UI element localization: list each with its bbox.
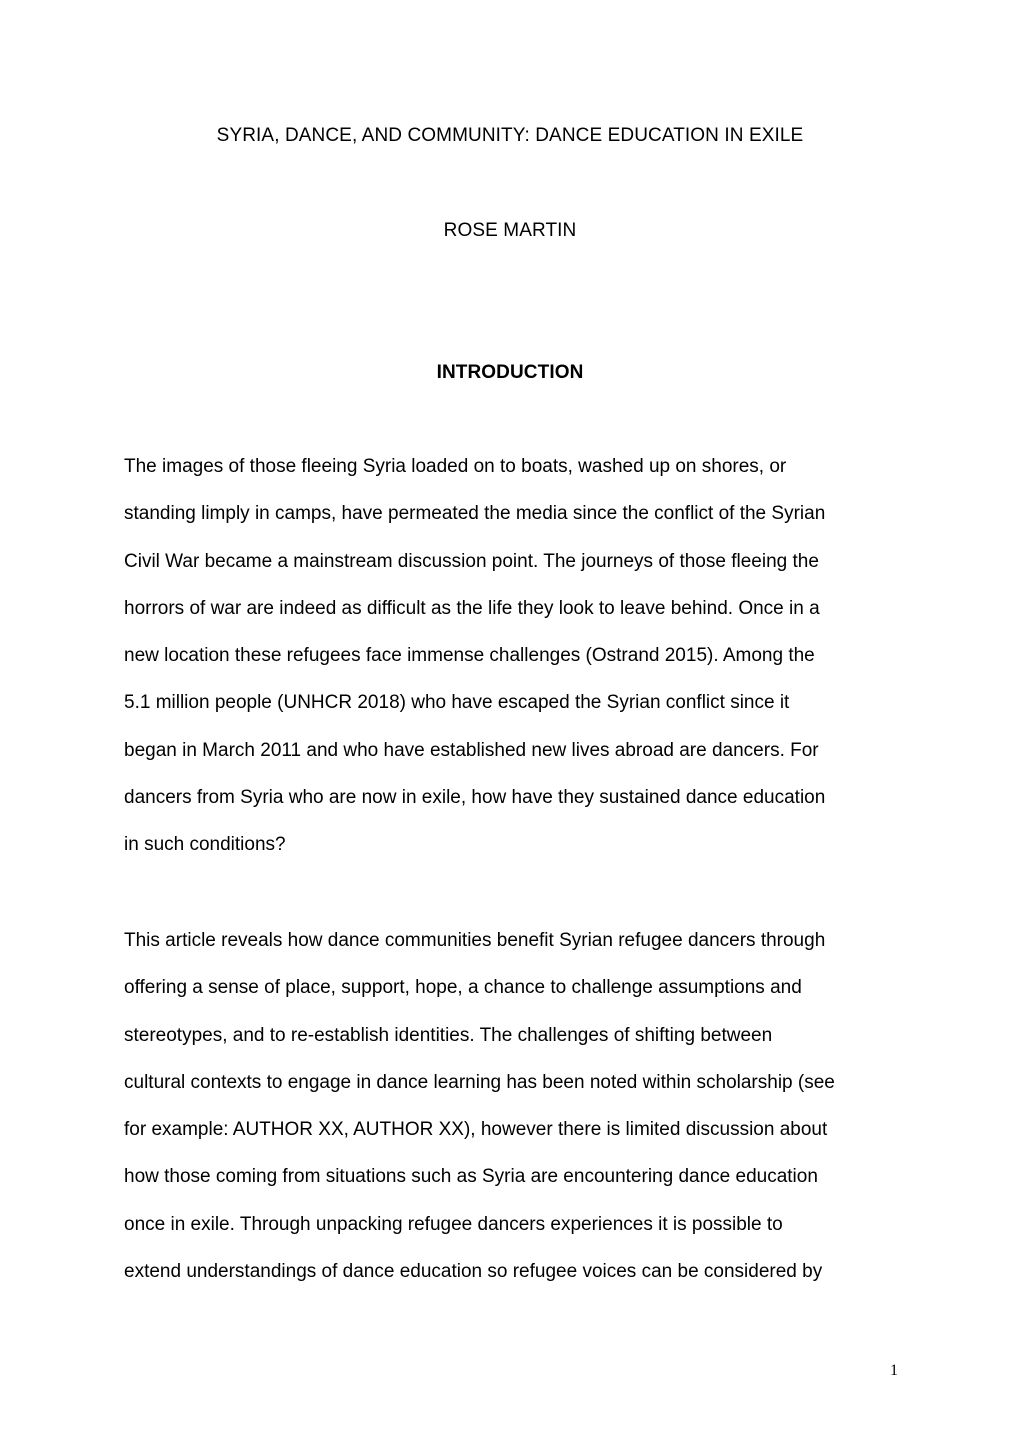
paragraph-line: 5.1 million people (UNHCR 2018) who have escaped the Syrian conflict since it [124, 692, 790, 714]
paragraph-line: The images of those fleeing Syria loaded on to boats, washed up on shores, or [124, 456, 787, 477]
document-title: SYRIA, DANCE, AND COMMUNITY: DANCE EDUCATION IN EXILE [216, 125, 804, 146]
paragraph-line: standing limply in camps, have permeated the media since the conflict of the Syrian [124, 503, 826, 525]
paragraph-line: new location these refugees face immense challenges (Ostrand 2015). Among the [124, 645, 815, 667]
page-number: 1 [890, 1362, 898, 1379]
paragraph-line: in such conditions? [124, 834, 286, 856]
paragraph [124, 927, 914, 1305]
author-name: ROSE MARTIN [443, 220, 577, 241]
paragraph-line: Civil War became a mainstream discussion point. The journeys of those fleeing the [124, 550, 819, 572]
paragraph-line: This article reveals how dance communities benefit Syrian refugee dancers through [124, 930, 826, 951]
paragraph-line: extend understandings of dance education so refugee voices can be considered by [124, 1261, 823, 1283]
paragraph-line: how those coming from situations such as Syria are encountering dance education [124, 1166, 818, 1188]
paragraph-line: for example: AUTHOR XX, AUTHOR XX), however there is limited discussion about [124, 1119, 828, 1141]
paragraph-line: began in March 2011 and who have established new lives abroad are dancers. For [124, 739, 819, 761]
paragraph-line: cultural contexts to engage in dance learning has been noted within scholarship (see [124, 1071, 835, 1093]
paragraph-line: dancers from Syria who are now in exile, how have they sustained dance education [124, 787, 826, 809]
paragraph-line: horrors of war are indeed as difficult as the life they look to leave behind. Once in a [124, 597, 820, 619]
paragraph [124, 453, 914, 879]
section-heading: INTRODUCTION [436, 362, 584, 383]
paragraph-line: offering a sense of place, support, hope, a chance to challenge assumptions and [124, 977, 802, 999]
paragraph-line: once in exile. Through unpacking refugee dancers experiences it is possible to [124, 1213, 783, 1235]
paragraph-line: stereotypes, and to re-establish identities. The challenges of shifting between [124, 1024, 773, 1046]
